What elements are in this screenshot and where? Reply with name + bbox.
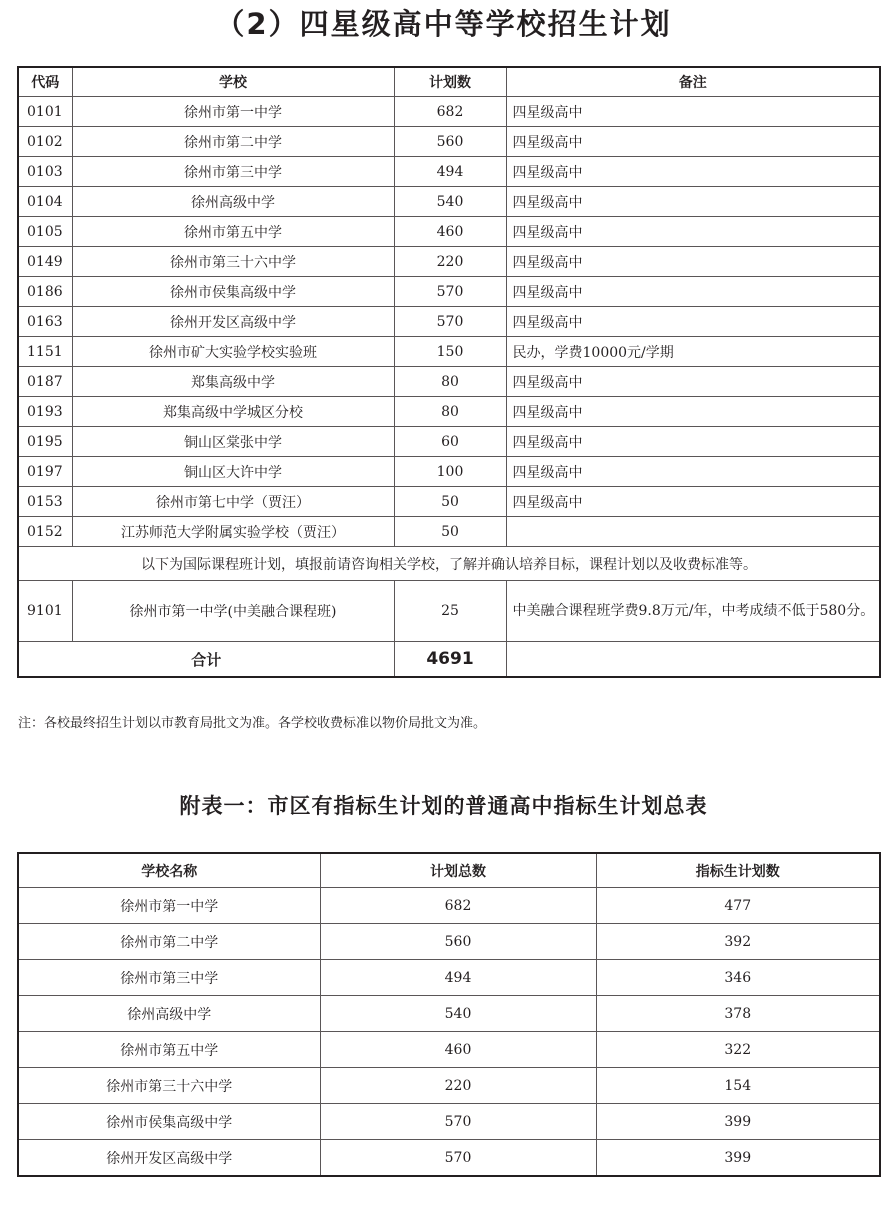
school-name: 徐州市第一中学(中美融合课程班) (72, 581, 394, 642)
remark: 四星级高中 (506, 367, 880, 397)
table-row (18, 187, 880, 217)
table-row (18, 1104, 880, 1140)
header-school-name: 学校名称 (18, 853, 320, 888)
table-row (18, 888, 880, 924)
quota-count: 154 (596, 1068, 880, 1104)
remark: 中美融合课程班学费9.8万元/年，中考成绩不低于580分。 (506, 581, 880, 642)
table-row (18, 1032, 880, 1068)
intl-notice-row (18, 547, 880, 581)
school-name: 徐州市矿大实验学校实验班 (72, 337, 394, 367)
table-row (18, 427, 880, 457)
intl-notice: 以下为国际课程班计划，填报前请咨询相关学校，了解并确认培养目标，课程计划以及收费标准等。 (18, 547, 880, 581)
school-name: 徐州市第一中学 (72, 97, 394, 127)
school-code: 0195 (18, 427, 72, 457)
table-row (18, 97, 880, 127)
school-name: 徐州开发区高级中学 (18, 1140, 320, 1177)
school-name: 徐州市侯集高级中学 (72, 277, 394, 307)
school-name: 徐州市第五中学 (18, 1032, 320, 1068)
header-remark: 备注 (506, 67, 880, 97)
total-row (18, 642, 880, 678)
table-row (18, 960, 880, 996)
school-code: 0102 (18, 127, 72, 157)
plan-total: 220 (320, 1068, 596, 1104)
quota-count: 378 (596, 996, 880, 1032)
quota-count: 399 (596, 1104, 880, 1140)
plan-total: 494 (320, 960, 596, 996)
school-code: 0152 (18, 517, 72, 547)
school-name: 徐州市第七中学（贾汪） (72, 487, 394, 517)
school-name: 徐州市侯集高级中学 (18, 1104, 320, 1140)
school-name: 江苏师范大学附属实验学校（贾汪） (72, 517, 394, 547)
school-code: 0104 (18, 187, 72, 217)
table-row (18, 517, 880, 547)
plan-total: 560 (320, 924, 596, 960)
table-row (18, 337, 880, 367)
school-code: 0186 (18, 277, 72, 307)
plan-count: 100 (394, 457, 506, 487)
plan-count: 560 (394, 127, 506, 157)
table-row (18, 217, 880, 247)
school-name: 郑集高级中学城区分校 (72, 397, 394, 427)
school-name: 徐州开发区高级中学 (72, 307, 394, 337)
plan-count: 682 (394, 97, 506, 127)
remark: 四星级高中 (506, 397, 880, 427)
remark: 四星级高中 (506, 157, 880, 187)
school-code: 1151 (18, 337, 72, 367)
remark: 民办，学费10000元/学期 (506, 337, 880, 367)
quota-count: 322 (596, 1032, 880, 1068)
plan-count: 50 (394, 487, 506, 517)
school-code: 0187 (18, 367, 72, 397)
plan-total: 570 (320, 1140, 596, 1177)
table-row (18, 996, 880, 1032)
school-name: 郑集高级中学 (72, 367, 394, 397)
footnote: 注：各校最终招生计划以市教育局批文为准。各学校收费标准以物价局批文为准。 (18, 716, 487, 731)
remark: 四星级高中 (506, 127, 880, 157)
school-code: 9101 (18, 581, 72, 642)
table-row (18, 157, 880, 187)
remark: 四星级高中 (506, 427, 880, 457)
remark: 四星级高中 (506, 307, 880, 337)
plan-total: 540 (320, 996, 596, 1032)
plan-table-body (18, 97, 880, 547)
total-value: 4691 (394, 642, 506, 678)
table-row (18, 397, 880, 427)
quota-count: 346 (596, 960, 880, 996)
school-name: 徐州市第一中学 (18, 888, 320, 924)
school-name: 徐州市第三十六中学 (18, 1068, 320, 1104)
remark: 四星级高中 (506, 247, 880, 277)
plan-count: 494 (394, 157, 506, 187)
school-name: 徐州市第三中学 (72, 157, 394, 187)
table-row (18, 307, 880, 337)
quota-table (17, 852, 881, 1177)
table-row (18, 581, 880, 642)
plan-table (17, 66, 881, 678)
total-remark (506, 642, 880, 678)
quota-count: 392 (596, 924, 880, 960)
plan-count: 150 (394, 337, 506, 367)
header-school: 学校 (72, 67, 394, 97)
header-count: 计划数 (394, 67, 506, 97)
table-row (18, 924, 880, 960)
school-code: 0193 (18, 397, 72, 427)
school-code: 0105 (18, 217, 72, 247)
table-row (18, 367, 880, 397)
total-label: 合计 (18, 642, 394, 678)
school-name: 徐州高级中学 (18, 996, 320, 1032)
table-row (18, 127, 880, 157)
table-row (18, 1140, 880, 1177)
plan-count: 25 (394, 581, 506, 642)
header-code: 代码 (18, 67, 72, 97)
plan-count: 460 (394, 217, 506, 247)
plan-table-header (18, 67, 880, 97)
school-name: 徐州市第二中学 (18, 924, 320, 960)
school-code: 0103 (18, 157, 72, 187)
school-name: 徐州高级中学 (72, 187, 394, 217)
school-name: 徐州市第三十六中学 (72, 247, 394, 277)
plan-count: 80 (394, 397, 506, 427)
header-quota-count: 指标生计划数 (596, 853, 880, 888)
table-row (18, 457, 880, 487)
school-name: 铜山区棠张中学 (72, 427, 394, 457)
school-code: 0149 (18, 247, 72, 277)
plan-count: 220 (394, 247, 506, 277)
plan-count: 50 (394, 517, 506, 547)
school-name: 徐州市第二中学 (72, 127, 394, 157)
table-row (18, 247, 880, 277)
plan-total: 460 (320, 1032, 596, 1068)
plan-total: 682 (320, 888, 596, 924)
table-row (18, 277, 880, 307)
school-code: 0101 (18, 97, 72, 127)
remark: 四星级高中 (506, 217, 880, 247)
plan-count: 570 (394, 277, 506, 307)
school-name: 徐州市第三中学 (18, 960, 320, 996)
remark: 四星级高中 (506, 487, 880, 517)
appendix-title: 附表一：市区有指标生计划的普通高中指标生计划总表 (179, 794, 708, 818)
plan-total: 570 (320, 1104, 596, 1140)
school-code: 0163 (18, 307, 72, 337)
school-code: 0153 (18, 487, 72, 517)
table-row (18, 487, 880, 517)
header-plan-total: 计划总数 (320, 853, 596, 888)
table-row (18, 1068, 880, 1104)
school-name: 徐州市第五中学 (72, 217, 394, 247)
school-code: 0197 (18, 457, 72, 487)
school-name: 铜山区大许中学 (72, 457, 394, 487)
plan-count: 540 (394, 187, 506, 217)
plan-count: 60 (394, 427, 506, 457)
plan-count: 570 (394, 307, 506, 337)
quota-table-header (18, 853, 880, 888)
remark: 四星级高中 (506, 457, 880, 487)
plan-count: 80 (394, 367, 506, 397)
section-title: （2）四星级高中等学校招生计划 (215, 7, 672, 41)
quota-table-body (18, 888, 880, 1177)
remark (506, 517, 880, 547)
remark: 四星级高中 (506, 97, 880, 127)
quota-count: 399 (596, 1140, 880, 1177)
quota-count: 477 (596, 888, 880, 924)
remark: 四星级高中 (506, 187, 880, 217)
remark: 四星级高中 (506, 277, 880, 307)
